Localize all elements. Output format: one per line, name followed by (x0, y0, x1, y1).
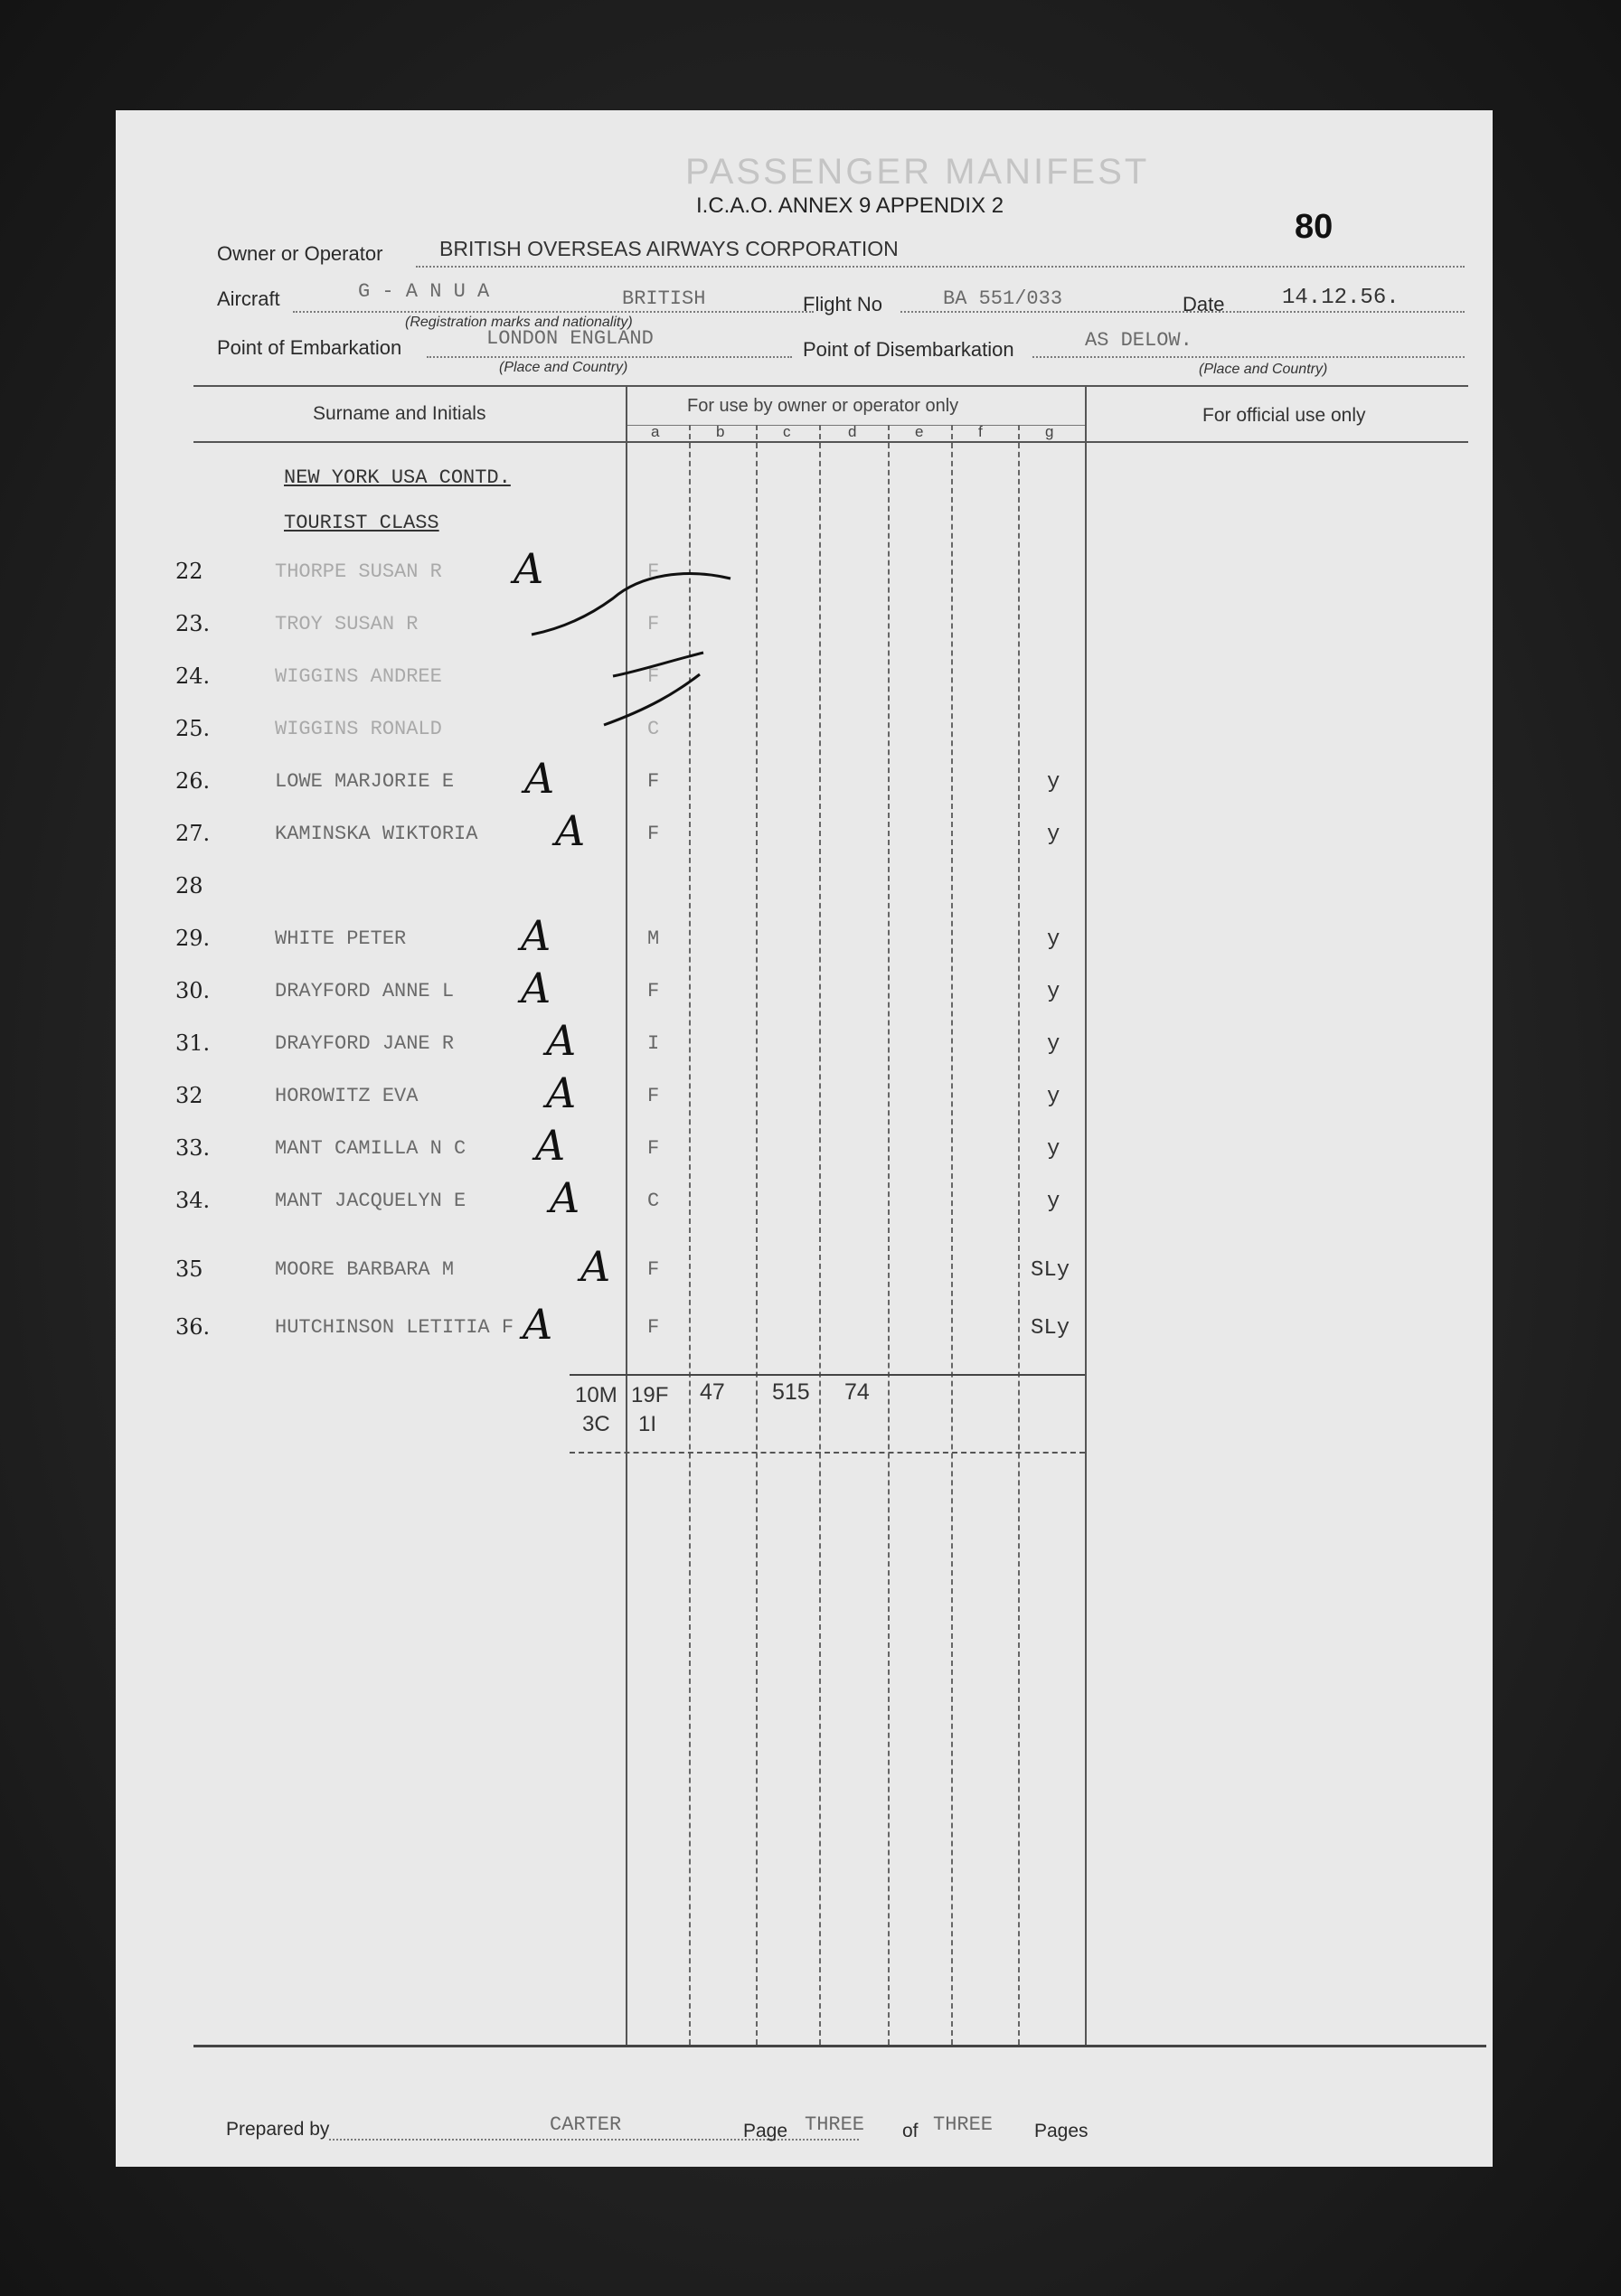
handwritten-mark: A (546, 1016, 577, 1065)
sub-column-header: c (783, 423, 791, 440)
col-line-f (951, 425, 953, 2045)
row-number: 24. (175, 663, 211, 689)
column-g-value: SLy (1031, 1316, 1070, 1341)
sub-column-header: d (848, 423, 857, 440)
table-header-line (193, 441, 1468, 443)
column-g-value: y (1047, 1085, 1060, 1109)
disembarkation-value: AS DELOW. (1085, 329, 1192, 352)
handwritten-mark: A (521, 911, 551, 960)
total-b: 47 (700, 1379, 725, 1405)
column-g-value: y (1047, 1137, 1060, 1162)
passenger-name: DRAYFORD ANNE L (275, 980, 455, 1002)
handwritten-mark: A (524, 754, 555, 803)
disembarkation-dotline (1032, 356, 1465, 358)
col-line-g (1018, 425, 1020, 2045)
sub-column-header: a (651, 423, 660, 440)
section-class: TOURIST CLASS (284, 512, 439, 534)
passenger-category: C (647, 1190, 660, 1212)
row-number: 31. (175, 1030, 211, 1056)
passenger-name: MANT JACQUELYN E (275, 1190, 467, 1212)
passenger-name: HUTCHINSON LETITIA F (275, 1316, 514, 1339)
row-number: 30. (175, 978, 211, 1003)
handwritten-mark: A (550, 1173, 580, 1222)
column-g-value: y (1047, 770, 1060, 795)
passenger-category: I (647, 1032, 660, 1055)
prepared-label: Prepared by (226, 2119, 330, 2140)
passenger-name: THORPE SUSAN R (275, 560, 442, 583)
flight-label: Flight No (803, 293, 883, 315)
embarkation-label: Point of Embarkation (217, 336, 402, 359)
column-g-value: y (1047, 823, 1060, 847)
date-label: Date (1183, 293, 1225, 315)
totals-top-line (570, 1374, 1085, 1376)
handwritten-mark: A (521, 964, 551, 1012)
column-g-value: y (1047, 927, 1060, 952)
passenger-name: HOROWITZ EVA (275, 1085, 419, 1107)
disembarkation-note: (Place and Country) (1199, 362, 1328, 377)
prepared-value: CARTER (550, 2113, 622, 2136)
passenger-name: KAMINSKA WIKTORIA (275, 823, 478, 845)
col-surname-header: Surname and Initials (313, 403, 486, 424)
row-number: 36. (175, 1314, 211, 1340)
passenger-category: F (647, 1258, 660, 1281)
row-number: 26. (175, 768, 211, 794)
total-children: 3C (582, 1412, 610, 1436)
passenger-name: DRAYFORD JANE R (275, 1032, 455, 1055)
table-top-line (193, 385, 1468, 387)
embarkation-value: LONDON ENGLAND (486, 327, 654, 350)
passenger-category: M (647, 927, 660, 950)
faded-title: PASSENGER MANIFEST (685, 152, 1150, 192)
passenger-category: F (647, 770, 660, 793)
passenger-category: F (647, 665, 660, 688)
passenger-name: LOWE MARJORIE E (275, 770, 455, 793)
sub-column-header: g (1045, 423, 1054, 440)
date-dotline (1237, 311, 1465, 313)
passenger-category: F (647, 1085, 660, 1107)
total-c: 515 (772, 1379, 810, 1405)
passenger-category: F (647, 1137, 660, 1160)
passenger-category: F (647, 980, 660, 1002)
manifest-sheet (116, 110, 1493, 2167)
handwritten-mark: A (514, 544, 544, 593)
section-destination: NEW YORK USA CONTD. (284, 466, 511, 489)
total-infants: 1I (638, 1412, 657, 1436)
passenger-name: WIGGINS ANDREE (275, 665, 442, 688)
handwritten-mark: A (546, 1068, 577, 1117)
totals-bottom-line (570, 1452, 1085, 1454)
row-number: 25. (175, 716, 211, 741)
col-owner-use-header: For use by owner or operator only (687, 396, 959, 416)
row-number: 32 (175, 1083, 203, 1108)
handwritten-mark: A (580, 1242, 611, 1291)
page-value: THREE (805, 2113, 865, 2136)
embarkation-note: (Place and Country) (499, 360, 628, 375)
page-number: 80 (1295, 208, 1334, 246)
handwritten-mark: A (535, 1121, 566, 1170)
passenger-name: MANT CAMILLA N C (275, 1137, 467, 1160)
row-number: 34. (175, 1188, 211, 1213)
nationality-value: BRITISH (622, 287, 706, 310)
annex-title: I.C.A.O. ANNEX 9 APPENDIX 2 (696, 193, 1004, 218)
embarkation-dotline (427, 356, 792, 358)
aircraft-label: Aircraft (217, 287, 280, 310)
row-number: 35 (175, 1256, 203, 1282)
col-line-e (888, 425, 890, 2045)
date-value: 14.12.56. (1282, 286, 1400, 310)
row-number: 33. (175, 1135, 211, 1161)
column-g-value: y (1047, 1032, 1060, 1057)
passenger-category: C (647, 718, 660, 740)
total-females: 19F (631, 1383, 669, 1407)
row-number: 29. (175, 926, 211, 951)
footer-line (193, 2045, 1486, 2047)
aircraft-dotline (293, 311, 814, 313)
pages-label: Pages (1034, 2121, 1089, 2141)
aircraft-value: G - A N U A (358, 280, 490, 303)
column-g-value: y (1047, 1190, 1060, 1214)
of-value: THREE (933, 2113, 994, 2136)
handwritten-mark: A (523, 1300, 553, 1349)
col-line-d (819, 425, 821, 2045)
passenger-category: F (647, 1316, 660, 1339)
col-official-header: For official use only (1202, 405, 1366, 426)
passenger-name: WIGGINS RONALD (275, 718, 442, 740)
owner-label: Owner or Operator (217, 242, 383, 265)
passenger-name: MOORE BARBARA M (275, 1258, 455, 1281)
passenger-category: F (647, 823, 660, 845)
column-g-value: y (1047, 980, 1060, 1004)
passenger-category: F (647, 613, 660, 635)
row-number: 22 (175, 559, 203, 584)
column-g-value: SLy (1031, 1258, 1070, 1283)
passenger-category: F (647, 560, 660, 583)
registration-note: (Registration marks and nationality) (405, 315, 633, 330)
sub-column-header: e (915, 423, 924, 440)
row-number: 27. (175, 821, 211, 846)
owner-dotline (416, 266, 1465, 268)
row-number: 23. (175, 611, 211, 636)
passenger-name: TROY SUSAN R (275, 613, 419, 635)
passenger-name: WHITE PETER (275, 927, 407, 950)
of-label: of (902, 2121, 919, 2141)
disembarkation-label: Point of Disembarkation (803, 338, 1014, 361)
total-males: 10M (575, 1383, 617, 1407)
flight-value: BA 551/033 (943, 287, 1063, 310)
total-d: 74 (844, 1379, 870, 1405)
sub-column-header: b (716, 423, 725, 440)
row-number: 28 (175, 873, 203, 899)
handwritten-mark: A (555, 806, 586, 855)
sub-column-header: f (978, 423, 983, 440)
owner-value: BRITISH OVERSEAS AIRWAYS CORPORATION (439, 237, 899, 260)
col-line-official (1085, 387, 1087, 2045)
strike-marks (459, 544, 785, 870)
page-label: Page (743, 2121, 788, 2141)
